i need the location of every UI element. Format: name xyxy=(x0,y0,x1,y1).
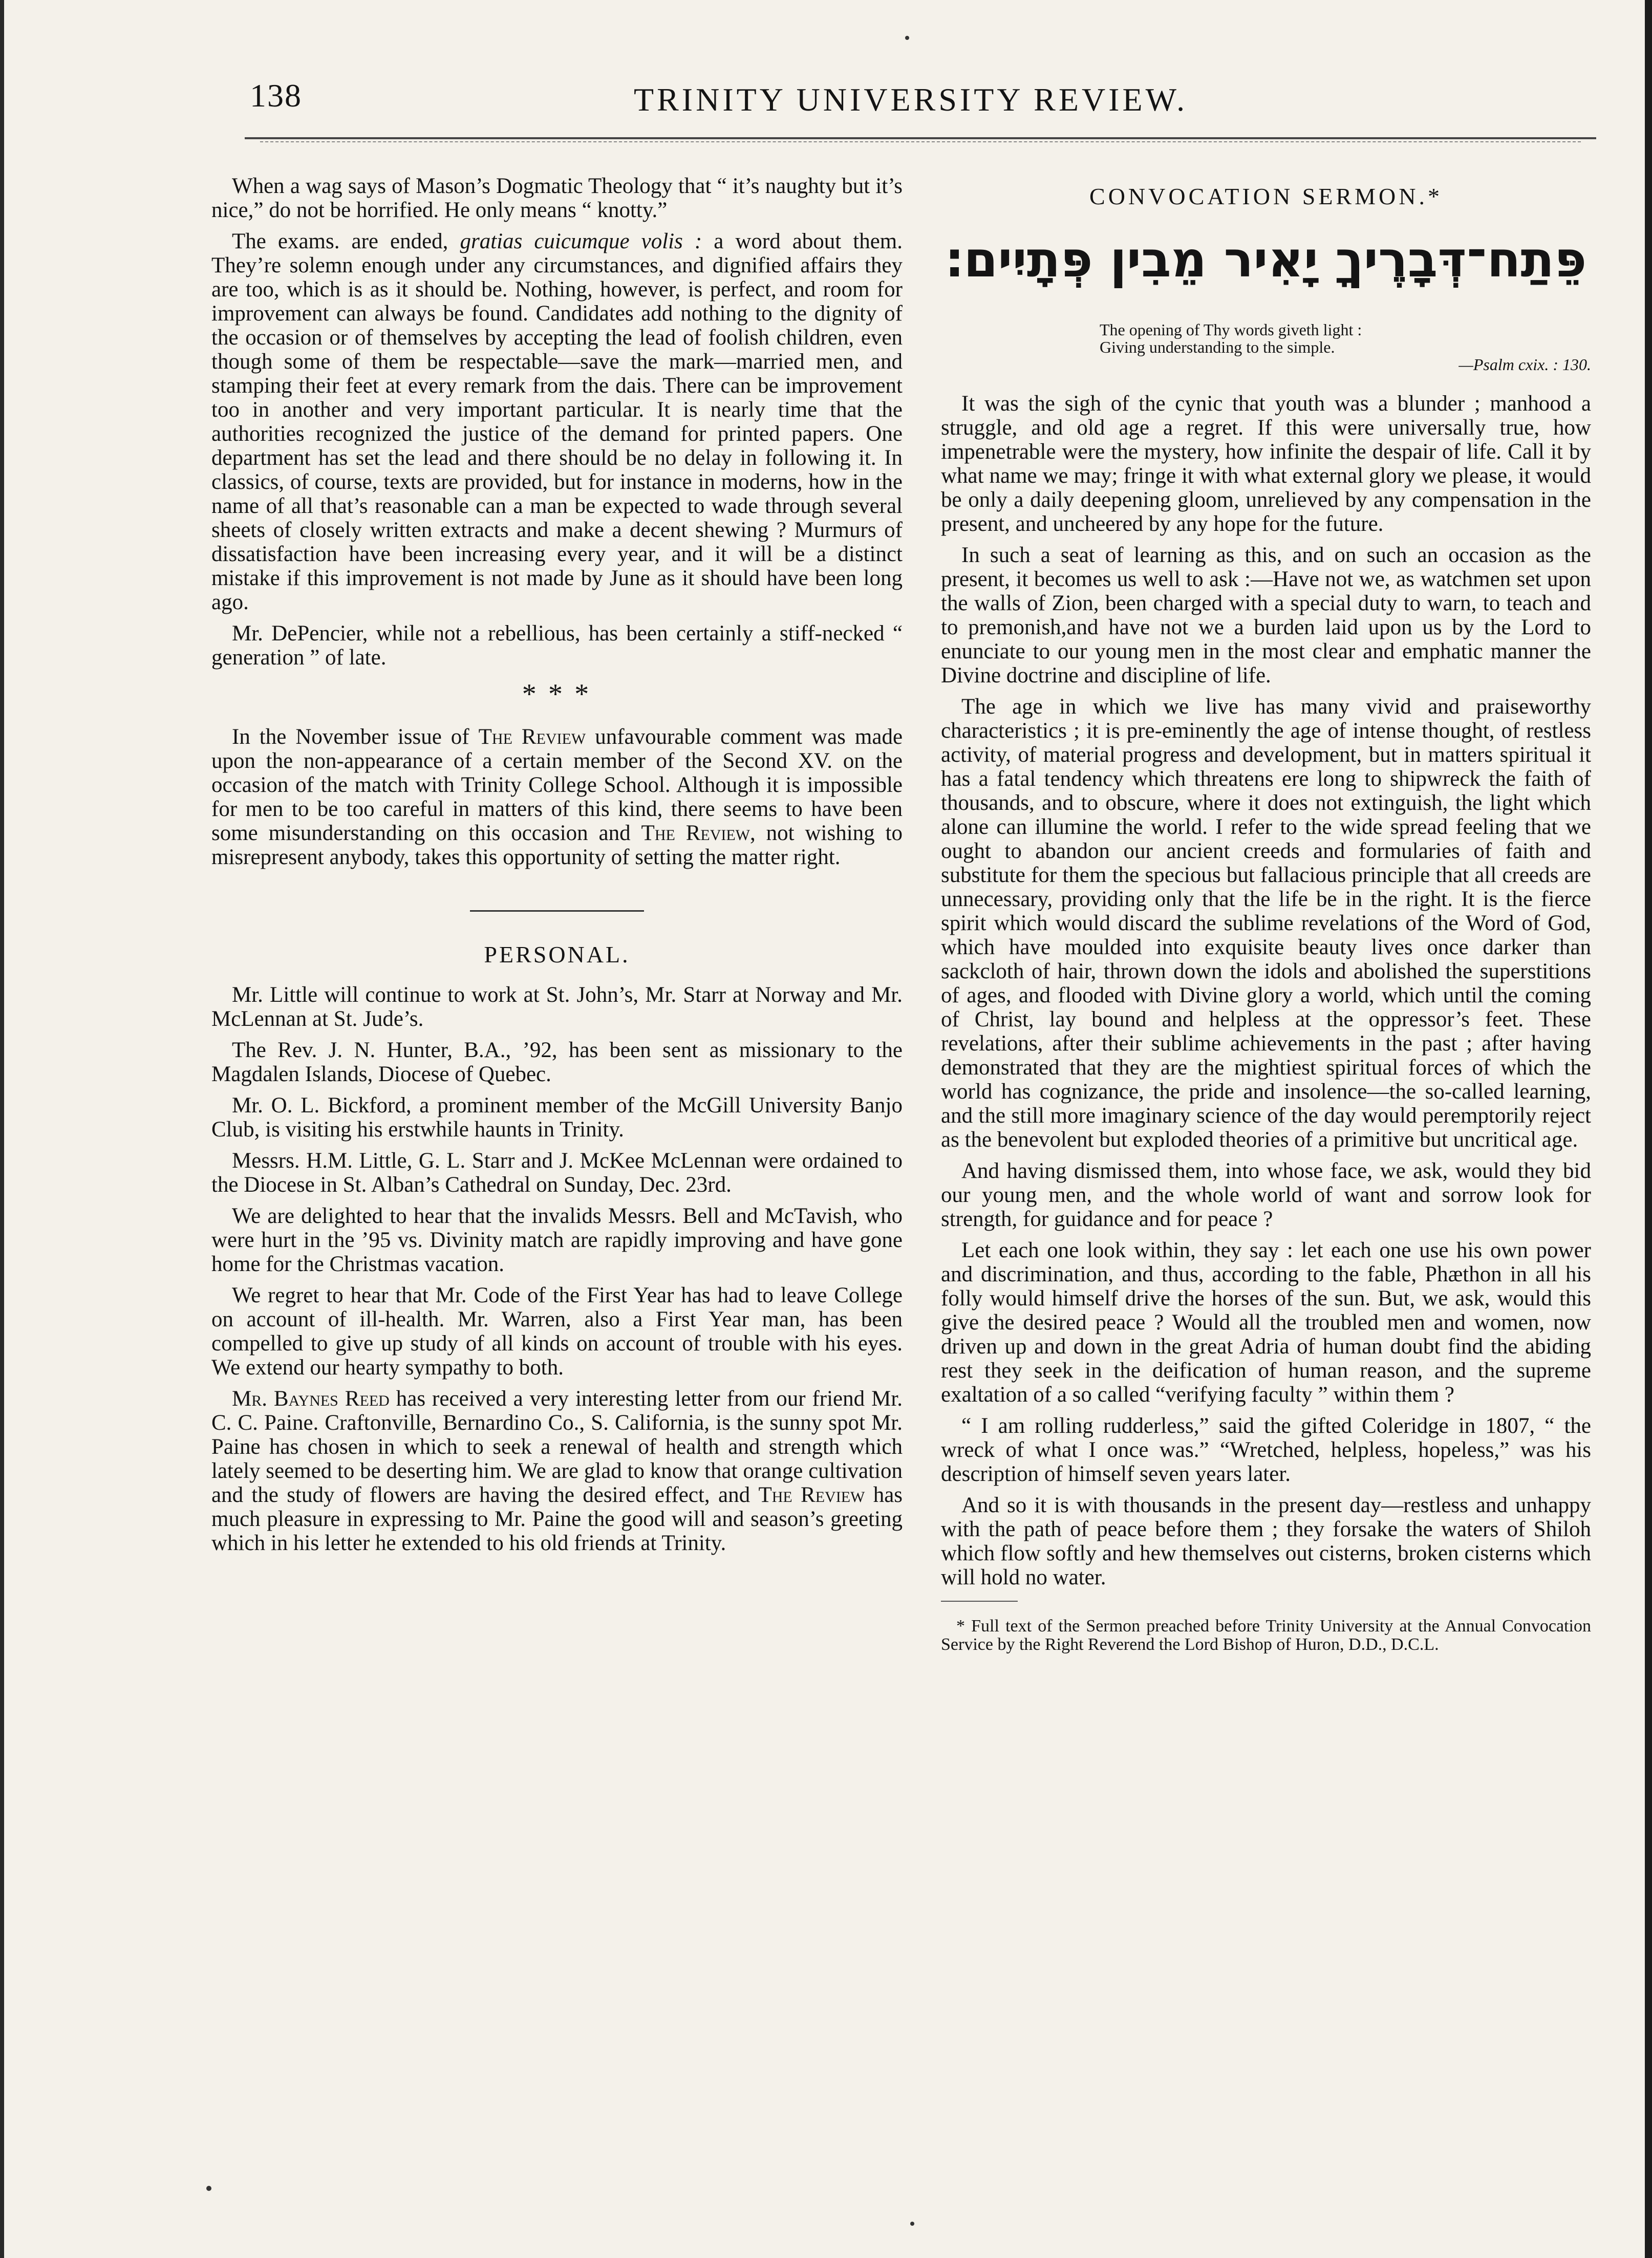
right-column xyxy=(941,174,1591,1654)
sermon-paragraph: In such a seat of learning as this, and on such an occasion as the present, it becomes us well to ask :—Have not we, as watchmen set upon the walls of Zion, been charged with a special duty to warn, to teach and to premonish,and have not we a burden laid upon us by the Lord to enunciate to our young men in the most clear and emphatic manner the Divine doctrine and discipline of life. xyxy=(941,543,1591,687)
november-text-b: unfavourable comment was made upon the non-appearance of a certain member of the Second XV. on the occasion of the match with Trinity College School. Although it is impossible for men to be too careful in matters of this kind, there seems to have been some misunderstanding on this occasion and xyxy=(211,725,903,845)
latin-phrase: gratias cuicumque volis : xyxy=(460,229,702,253)
epigraph xyxy=(1100,321,1591,373)
scan-speck xyxy=(910,2222,914,2226)
sermon-paragraph: And so it is with thousands in the present day—restless and unhappy with the path of peace before them ; they forsake the waters of Shiloh which flow softly and hew themselves out cisterns, broken cisterns which will hold no water. xyxy=(941,1493,1591,1589)
header-rule xyxy=(245,137,1596,139)
left-column xyxy=(211,174,903,1562)
reed-name: Mr. Baynes Reed xyxy=(232,1387,390,1411)
epigraph-line: The opening of Thy words giveth light : xyxy=(1100,320,1362,339)
review-name: The Review xyxy=(758,1483,865,1507)
personal-item-reed xyxy=(211,1387,903,1555)
personal-item: Mr. O. L. Bickford, a prominent member of the McGill University Banjo Club, is visiting his erstwhile haunts in Trinity. xyxy=(211,1093,903,1142)
personal-item: We are delighted to hear that the invalids Messrs. Bell and McTavish, who were hurt in the ’95 vs. Divinity match are rapidly improving and have gone home for the Christmas vacation. xyxy=(211,1204,903,1276)
reed-text-a: has received a very interesting letter from our friend Mr. C. C. Paine. Craftonville, Bernardino Co., S. California, is the sunny spot Mr. Paine has chosen in which to seek a renewal of health and strength which lately seemed to be deserting him. We are glad to know that orange cultivation and the study of flowers are having the desired effect, and xyxy=(211,1387,903,1507)
paragraph-depencier: Mr. DePencier, while not a rebellious, has been certainly a stiff-necked “ generation ” of late. xyxy=(211,621,903,670)
sermon-paragraph: It was the sigh of the cynic that youth was a blunder ; manhood a struggle, and old age a regret. If this were universally true, how impenetrable were the mystery, how infinite the despair of life. Call it by what name we may; fringe it with what external glory we please, it would be only a daily deepening gloom, unrelieved by any compensation in the present, and uncheered by any hope for the future. xyxy=(941,392,1591,536)
sermon-paragraph: And having dismissed them, into whose face, we ask, would they bid our young men, and the whole world of want and sorrow look for strength, for guidance and for peace ? xyxy=(941,1159,1591,1231)
asterism-divider: * * * xyxy=(522,678,592,710)
epigraph-line: Giving understanding to the simple. xyxy=(1100,338,1335,356)
paragraph-exams xyxy=(211,229,903,614)
hebrew-verse: פֵּתַח־דְּבָרֶיךָ יָאִיר מֵבִין פְּתָיִים׃ xyxy=(945,231,1587,288)
personal-heading: PERSONAL. xyxy=(484,941,630,967)
sermon-paragraph: Let each one look within, they say : let each one use his own power and discrimination, and thus, according to the fable, Phæthon in all his folly would himself drive the horses of the sun. But, we ask, would this give the desired peace ? Would all the troubled men and women, now driven up and down in the great Adria of human doubt find the abiding rest they seek in the deification of human reason, and the supreme exaltation of a so called “verifying faculty ” within them ? xyxy=(941,1238,1591,1407)
personal-item: Messrs. H.M. Little, G. L. Starr and J. McKee McLennan were ordained to the Diocese in St. Alban’s Cathedral on Sunday, Dec. 23rd. xyxy=(211,1149,903,1197)
scan-speck xyxy=(905,36,909,40)
epigraph-source: —Psalm cxix. : 130. xyxy=(1458,355,1591,374)
sermon-heading: CONVOCATION SERMON.* xyxy=(1089,183,1443,209)
sermon-paragraph: “ I am rolling rudderless,” said the gifted Coleridge in 1807, “ the wreck of what I once was.” “Wretched, helpless, hopeless,” was his description of himself seven years later. xyxy=(941,1414,1591,1486)
scan-speck xyxy=(206,2186,211,2191)
journal-title: TRINITY UNIVERSITY REVIEW. xyxy=(634,81,1188,118)
reed-text-b: has much pleasure in expressing to Mr. Paine the good will and season’s greeting which in his letter he extended to his old friends at Trinity. xyxy=(211,1483,903,1555)
page-number: 138 xyxy=(250,77,302,114)
footnote: * Full text of the Sermon preached before Trinity University at the Annual Convocation Service by the Right Reverend the Lord Bishop of Huron, D.D., D.C.L. xyxy=(941,1617,1591,1654)
footnote-rule xyxy=(941,1601,1018,1602)
november-text-c: not wishing to misrepresent anybody, takes this opportunity of setting the matter right. xyxy=(211,821,903,869)
exams-text-a: The exams. are ended, xyxy=(232,229,448,253)
review-name: The Review xyxy=(478,725,586,749)
personal-item: The Rev. J. N. Hunter, B.A., ’92, has been sent as missionary to the Magdalen Islands, Diocese of Quebec. xyxy=(211,1038,903,1086)
exams-text-b: a word about them. They’re solemn enough under any circumstances, and dignified affairs they are too, which is as it should be. Nothing, however, is perfect, and room for improvement can always be found. Candidates add nothing to the dignity of the occasion or of themselves by accepting the lead of foolish children, even though some of them be respectable—save the mark—married men, and stamping their feet at every remark from the dais. There can be improvement too in another and very important particular. It is nearly time that the authorities recognized the justice of the demand for printed papers. One department has set the lead and there should be no delay in following it. In classics, of course, texts are provided, but for instance in moderns, how in the name of all that’s reasonable can a man be expected to wade through several sheets of closely written extracts and make a decent shewing ? Murmurs of dissatisfaction have been increasing every year, and it will be a distinct mistake if this improvement is not made by June as it should have been long ago. xyxy=(211,229,903,614)
section-rule xyxy=(470,910,644,912)
personal-item: We regret to hear that Mr. Code of the First Year has had to leave College on account of ill-health. Mr. Warren, also a First Year man, has been compelled to give up study of all kinds on account of trouble with his eyes. We extend our hearty sympathy to both. xyxy=(211,1283,903,1380)
header-rule-dashed xyxy=(260,141,1581,142)
paragraph-mason: When a wag says of Mason’s Dogmatic Theology that “ it’s naughty but it’s nice,” do not be horrified. He only means “ knotty.” xyxy=(211,174,903,222)
review-name: The Review, xyxy=(641,821,756,845)
november-text-a: In the November issue of xyxy=(232,725,469,749)
page-header xyxy=(250,77,1652,128)
sermon-paragraph: The age in which we live has many vivid and praiseworthy characteristics ; it is pre-eminently the age of intense thought, of restless activity, of material progress and development, but in matters spiritual it has a fatal tendency which threatens ere long to shipwreck the faith of thousands, and to obscure, where it does not extinguish, the light which alone can illumine the world. I refer to the wide spread feeling that we ought to abandon our ancient creeds and formularies of faith and substitute for them the specious but fallacious principle that all creeds are unnecessary, providing only that the life be in the right. It is the fierce spirit which would discard the sublime revelations of the Word of God, which have moulded into exquisite beauty lives once darker than sackcloth of hair, thrown down the idols and abolished the superstitions of ages, and flooded with Divine glory a world, which until the coming of Christ, lay bound and helpless at the oppressor’s feet. These revelations, after their sublime achievements in the past ; after having demonstrated that they are the mightiest spiritual forces of which the world has cognizance, the pride and insolence—the so-called learning, and the still more imaginary science of the day would peremptorily reject as the benevolent but exploded theories of a primitive but uncritical age. xyxy=(941,695,1591,1152)
personal-item: Mr. Little will continue to work at St. John’s, Mr. Starr at Norway and Mr. McLennan at St. Jude’s. xyxy=(211,983,903,1031)
paragraph-november-issue xyxy=(211,725,903,869)
